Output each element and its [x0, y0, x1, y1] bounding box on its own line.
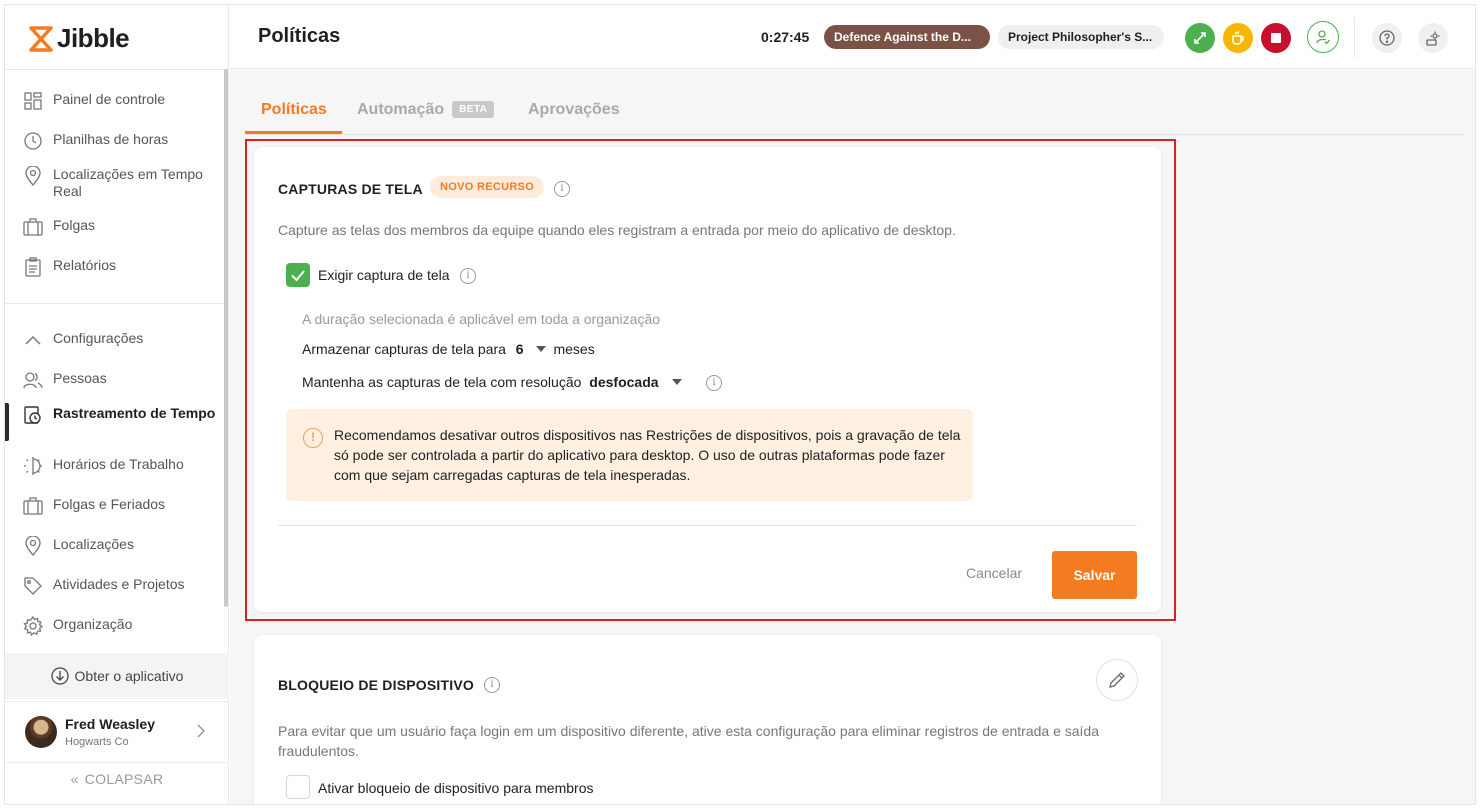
device-lock-description: Para evitar que um usuário faça login em um dispositivo diferente, ative esta configuração para eliminar registros de entrada e saída fraudulentos. — [278, 723, 1100, 759]
sidebar-item-live-locations[interactable] — [23, 166, 219, 200]
require-screenshot-label: Exigir captura de tela — [318, 267, 450, 283]
jibble-logo[interactable] — [29, 23, 129, 54]
resolution-prefix: Mantenha as capturas de tela com resolução — [302, 374, 582, 390]
collapse-sidebar-button[interactable] — [5, 771, 229, 787]
sidebar-divider — [5, 303, 229, 304]
info-icon[interactable]: i — [706, 375, 722, 391]
edit-button[interactable] — [1096, 659, 1138, 701]
sidebar-item-organization[interactable] — [23, 616, 219, 636]
sidebar-item-activities-projects[interactable] — [23, 576, 219, 596]
sidebar-item-dashboard[interactable] — [23, 91, 219, 111]
briefcase-icon — [23, 496, 43, 516]
sidebar-item-timesheets[interactable] — [23, 131, 219, 151]
sidebar-settings-toggle[interactable] — [23, 330, 219, 350]
work-schedule-icon — [23, 456, 43, 476]
tab-policies[interactable] — [261, 101, 327, 119]
sidebar-item-label: Painel de controle — [53, 91, 166, 107]
sidebar-item-work-schedules[interactable] — [23, 456, 219, 476]
location-pin-icon — [23, 166, 43, 186]
project-chip[interactable]: Project Philosopher's S... — [998, 25, 1164, 49]
app-window — [4, 4, 1476, 805]
collapse-label: COLAPSAR — [84, 771, 164, 787]
sidebar-item-label: Atividades e Projetos — [53, 576, 185, 592]
tab-label: Automação — [357, 101, 445, 118]
break-button[interactable] — [1223, 23, 1253, 53]
sidebar-item-label: Horários de Trabalho — [53, 456, 184, 472]
warning-text: Recomendamos desativar outros dispositivos nas Restrições de dispositivos, pois a gravação de tela só pode ser controlada a partir do aplicativo para desktop. O uso de outras plataformas pode fazer com que sejam carregadas capturas de tela inesperadas. — [334, 427, 961, 483]
sidebar-item-label: Localizações em Tempo Real — [53, 166, 203, 199]
double-chevron-left-icon: « — [70, 771, 79, 787]
cancel-button[interactable]: Cancelar — [966, 565, 1023, 581]
people-icon — [23, 370, 43, 390]
gear-icon — [23, 616, 43, 636]
chevron-right-icon — [197, 724, 205, 743]
warning-icon: ! — [303, 428, 323, 448]
time-tracking-icon — [23, 405, 43, 425]
jibble-logo-icon — [29, 26, 53, 52]
timer-display: 0:27:45 — [761, 29, 810, 45]
screenshots-description: Capture as telas dos membros da equipe quando eles registram a entrada por meio do aplicativo de desktop. — [278, 222, 956, 238]
sidebar-item-label: Rastreamento de Tempo — [53, 405, 216, 421]
pencil-icon — [1108, 671, 1126, 689]
header-divider — [1354, 17, 1355, 57]
sidebar-item-locations[interactable] — [23, 536, 219, 556]
duration-note: A duração selecionada é aplicável em toda a organização — [302, 311, 661, 327]
resolution-value: desfocada — [589, 374, 659, 390]
settings-button[interactable] — [1418, 23, 1448, 53]
get-app-button[interactable] — [5, 653, 229, 699]
info-icon[interactable]: i — [484, 677, 500, 693]
tab-label: Aprovações — [528, 101, 620, 118]
sidebar-item-people[interactable] — [23, 370, 219, 390]
sidebar — [5, 5, 229, 805]
tag-icon — [23, 576, 43, 596]
device-lock-card — [254, 635, 1161, 805]
beta-badge: BETA — [452, 101, 494, 118]
clipboard-icon — [23, 257, 43, 277]
device-lock-title: BLOQUEIO DE DISPOSITIVO — [278, 677, 474, 693]
active-indicator — [5, 403, 9, 441]
sidebar-settings-label: Configurações — [53, 330, 144, 346]
store-duration-value: 6 — [515, 341, 524, 357]
tab-bar — [245, 69, 1463, 135]
clock-icon — [23, 131, 43, 151]
highlight-frame — [245, 139, 1176, 621]
sidebar-item-label: Organização — [53, 616, 133, 632]
tab-label: Políticas — [261, 101, 327, 118]
tab-approvals[interactable] — [528, 101, 620, 119]
device-lock-label: Ativar bloqueio de dispositivo para membros — [318, 780, 594, 796]
sidebar-item-reports[interactable] — [23, 257, 219, 277]
sidebar-item-label: Relatórios — [53, 257, 117, 273]
sidebar-divider — [5, 69, 229, 70]
avatar — [25, 716, 57, 748]
chevron-up-icon — [23, 330, 43, 350]
get-app-label: Obter o aplicativo — [74, 668, 184, 684]
download-icon — [51, 667, 69, 685]
location-pin-icon — [23, 536, 43, 556]
briefcase-icon — [23, 217, 43, 237]
switch-activity-button[interactable] — [1185, 23, 1215, 53]
stop-timer-button[interactable] — [1261, 23, 1291, 53]
store-suffix: meses — [553, 341, 595, 357]
sidebar-item-label: Folgas — [53, 217, 96, 233]
page-title: Políticas — [258, 25, 341, 47]
save-button[interactable]: Salvar — [1052, 551, 1137, 599]
dashboard-icon — [23, 91, 43, 111]
new-feature-badge: NOVO RECURSO — [430, 176, 544, 198]
coffee-icon — [1230, 30, 1246, 46]
store-prefix: Armazenar capturas de tela para — [302, 341, 506, 357]
user-status-button[interactable] — [1307, 21, 1339, 53]
user-name: Fred Weasley — [65, 716, 156, 732]
user-profile[interactable] — [5, 701, 229, 763]
top-header — [230, 5, 1475, 69]
active-tab-underline — [245, 131, 342, 134]
help-icon — [1379, 30, 1395, 46]
app-name: Jibble — [57, 23, 130, 53]
switch-icon — [1192, 30, 1208, 46]
screenshots-title: CAPTURAS DE TELA — [278, 181, 423, 197]
sidebar-item-time-tracking[interactable] — [23, 405, 219, 425]
sidebar-item-time-off[interactable] — [23, 217, 219, 237]
sidebar-item-label: Planilhas de horas — [53, 131, 169, 147]
device-lock-checkbox[interactable] — [286, 775, 310, 799]
tab-automation[interactable] — [357, 101, 494, 119]
sidebar-item-label: Pessoas — [53, 370, 107, 386]
info-icon[interactable]: i — [460, 268, 476, 284]
user-org: Hogwarts Co — [65, 736, 129, 748]
sidebar-scrollbar[interactable] — [224, 69, 228, 607]
settings-icon — [1425, 30, 1441, 46]
sidebar-item-label: Localizações — [53, 536, 134, 552]
sidebar-item-time-off-holidays[interactable] — [23, 496, 219, 516]
sidebar-item-label: Folgas e Feriados — [53, 496, 166, 512]
help-button[interactable] — [1372, 23, 1402, 53]
user-check-icon — [1315, 29, 1331, 45]
activity-chip[interactable]: Defence Against the D... — [824, 25, 990, 49]
info-icon[interactable]: i — [554, 181, 570, 197]
stop-icon — [1271, 33, 1281, 43]
